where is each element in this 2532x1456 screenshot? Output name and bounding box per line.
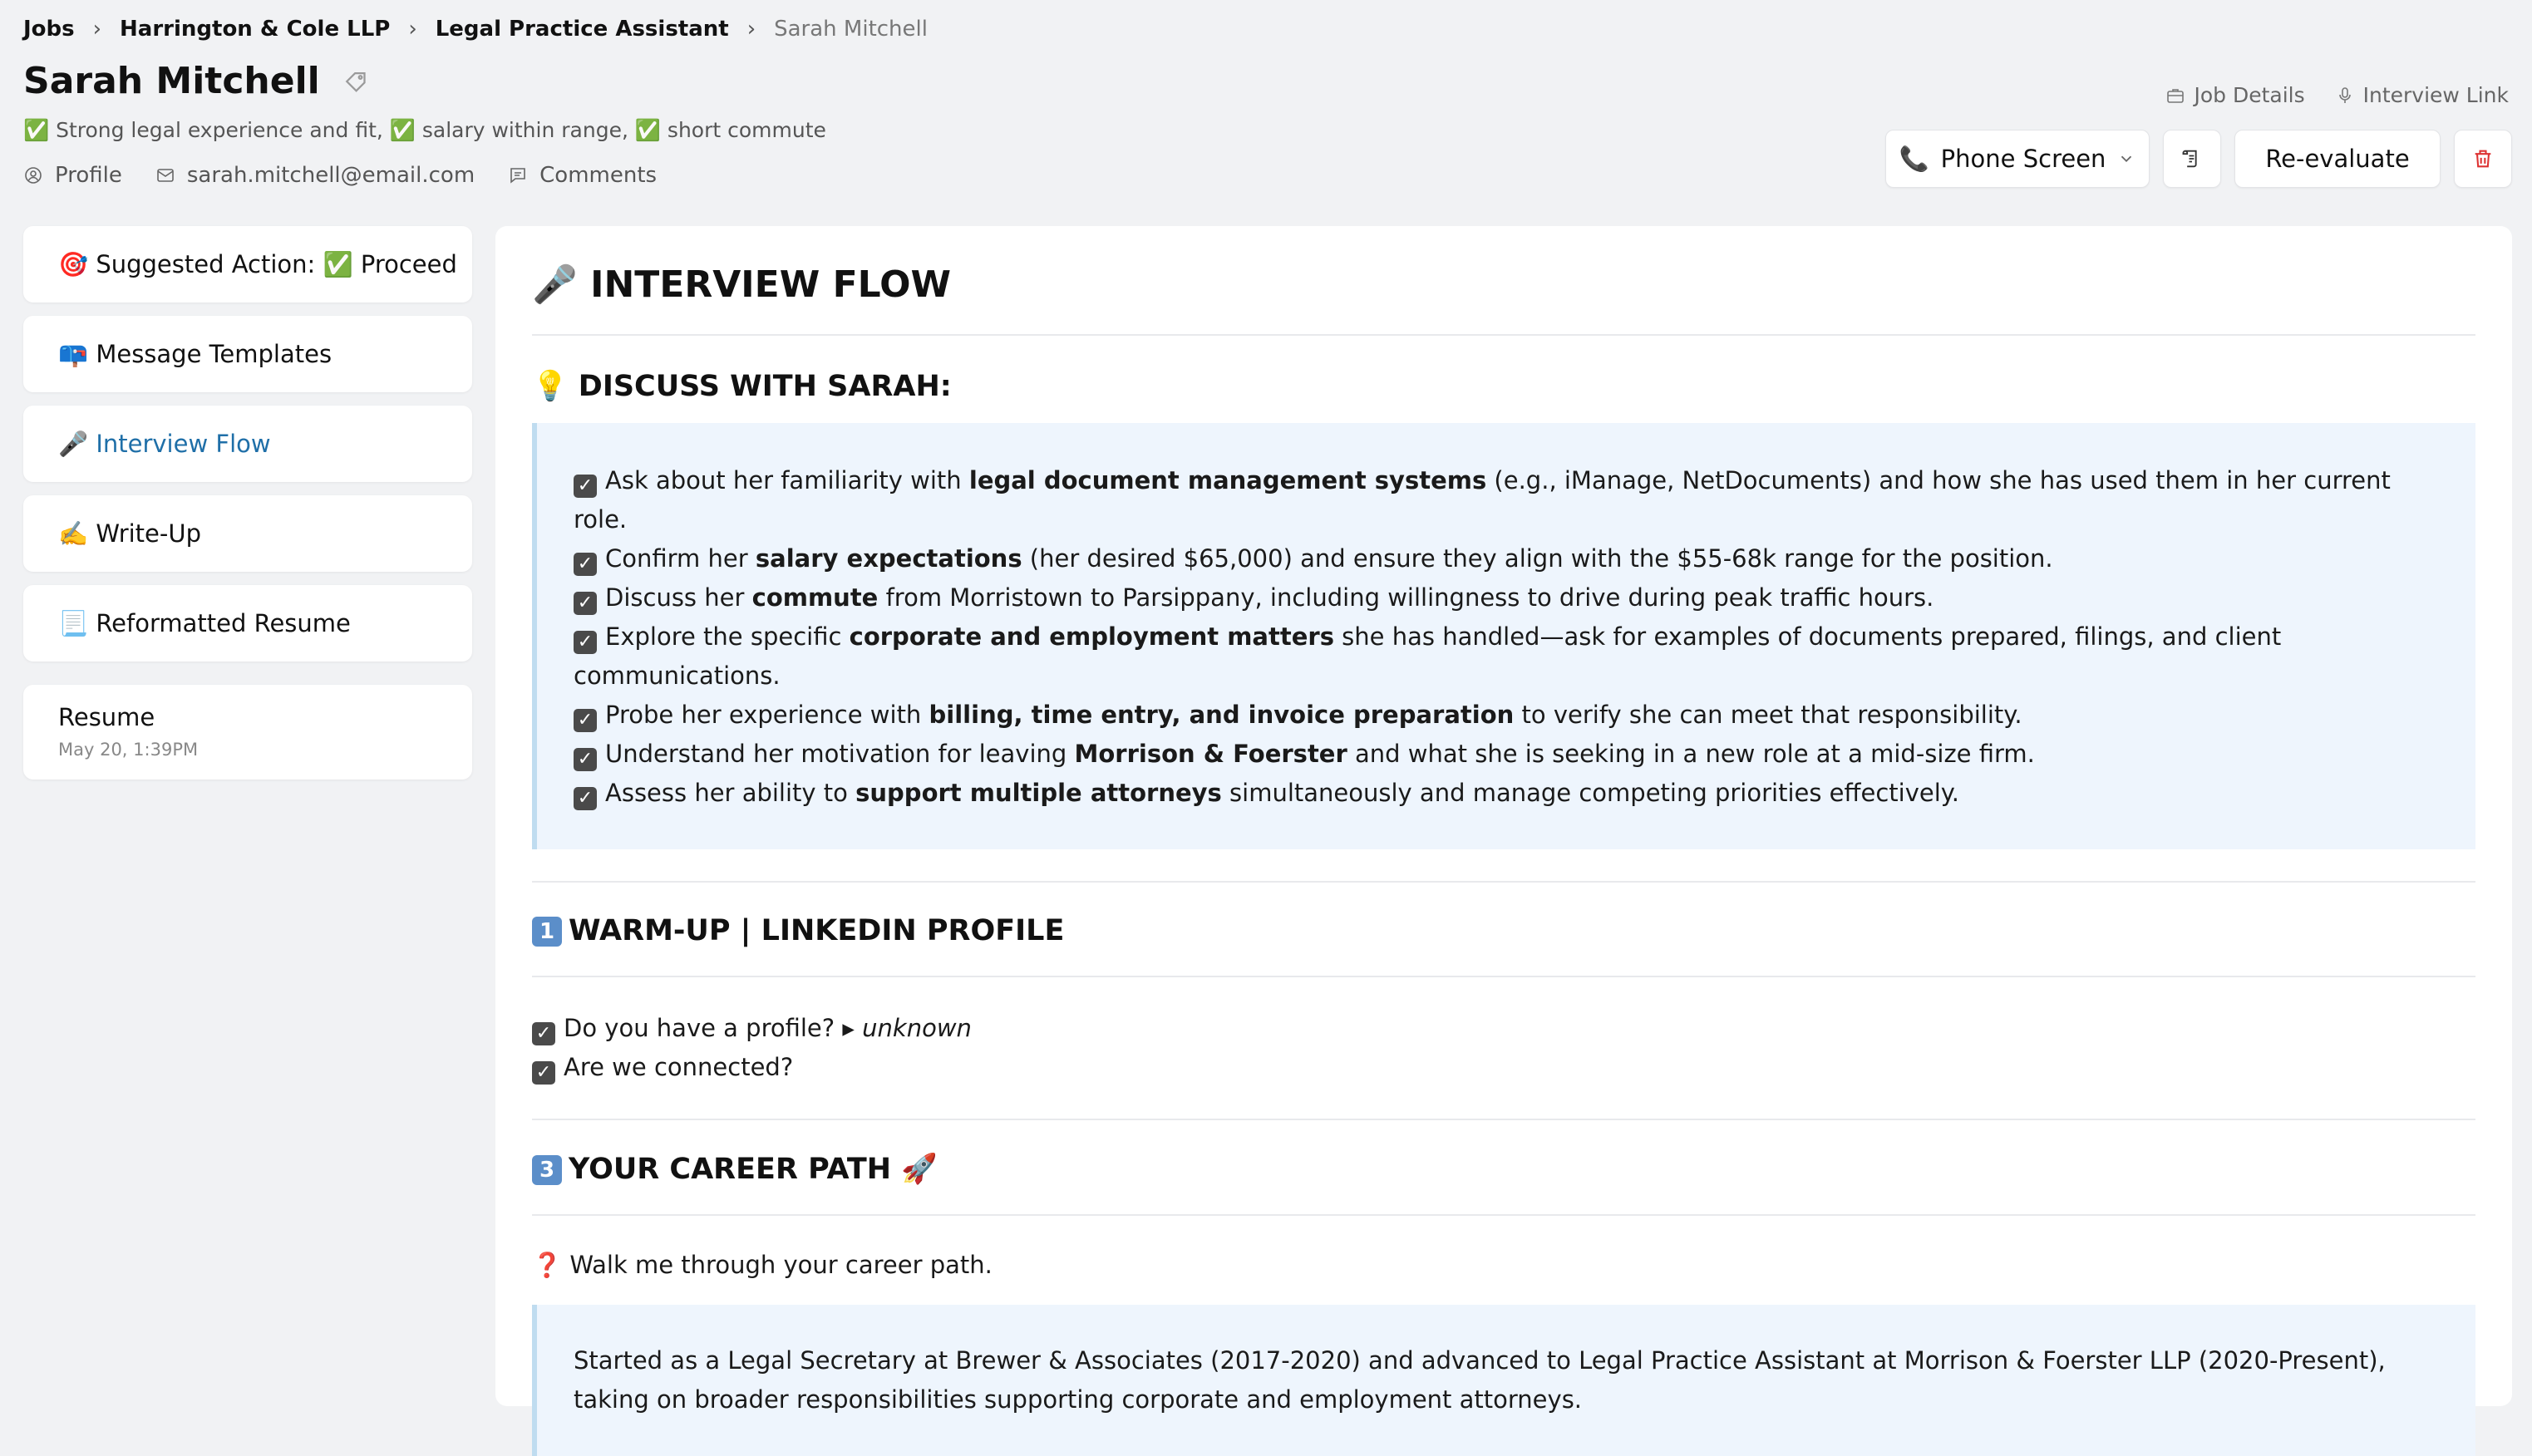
career-heading: 3 YOUR CAREER PATH 🚀 xyxy=(532,1152,2475,1186)
interview-link-label: Interview Link xyxy=(2362,83,2509,107)
email-text: sarah.mitchell@email.com xyxy=(186,163,475,188)
sidebar-item-message-templates[interactable] xyxy=(23,316,472,392)
checkbox-icon: ✓ xyxy=(574,787,597,810)
breadcrumb-jobs[interactable]: Jobs xyxy=(23,17,75,42)
resume-card[interactable] xyxy=(23,685,472,780)
tag-icon[interactable] xyxy=(343,67,372,96)
user-circle-icon xyxy=(23,165,43,185)
breadcrumb xyxy=(23,17,928,42)
email-link[interactable] xyxy=(155,163,475,188)
phone-icon: 📞 xyxy=(1899,144,1929,173)
title-row xyxy=(23,60,372,102)
keycap-three-icon: 3 xyxy=(532,1155,562,1185)
checkbox-icon: ✓ xyxy=(574,592,597,615)
warmup-answer: unknown xyxy=(862,1014,972,1042)
divider xyxy=(532,1214,2475,1216)
breadcrumb-job[interactable]: Legal Practice Assistant xyxy=(435,17,729,42)
sidebar-item-label: 📃 Reformatted Resume xyxy=(58,608,351,637)
divider xyxy=(532,1119,2475,1120)
divider xyxy=(532,881,2475,883)
discuss-item: ✓ Probe her experience with billing, time entry, and invoice preparation to verify she can meet that responsibility. xyxy=(574,696,2439,735)
career-answer: Started as a Legal Secretary at Brewer & Associates (2017-2020) and advanced to Legal Practice Assistant at Morrison & Foerster LLP (2020-Present), taking on broader responsibilities supporting corporate and employment attorneys. xyxy=(574,1346,2386,1414)
checkbox-icon: ✓ xyxy=(532,1022,555,1045)
warmup-question: ✓ Do you have a profile? ▸ unknown xyxy=(532,1009,2475,1048)
checkbox-icon: ✓ xyxy=(574,553,597,576)
profile-link[interactable] xyxy=(23,163,122,188)
stage-label: Phone Screen xyxy=(1940,145,2106,173)
divider xyxy=(532,334,2475,336)
delete-button[interactable] xyxy=(2454,130,2512,188)
resume-date: May 20, 1:39PM xyxy=(58,740,199,760)
top-links xyxy=(2165,83,2509,107)
discuss-blockquote xyxy=(532,423,2475,849)
discuss-item: ✓ Assess her ability to support multiple attorneys simultaneously and manage competing priorities effectively. xyxy=(574,774,2439,813)
checkbox-icon: ✓ xyxy=(574,631,597,654)
chevron-right-icon: › xyxy=(92,17,102,42)
job-details-link[interactable] xyxy=(2165,83,2304,107)
interview-flow-panel xyxy=(495,226,2512,1414)
comment-icon xyxy=(508,165,528,185)
scroll-icon xyxy=(2180,147,2204,170)
sidebar-item-suggested-action[interactable] xyxy=(23,226,472,303)
breadcrumb-company[interactable]: Harrington & Cole LLP xyxy=(120,17,391,42)
sidebar-item-label: ✍️ Write-Up xyxy=(58,519,201,548)
reevaluate-button[interactable]: Re-evaluate xyxy=(2234,130,2441,188)
breadcrumb-current: Sarah Mitchell xyxy=(774,17,928,42)
checkbox-icon: ✓ xyxy=(574,709,597,732)
page-title: Sarah Mitchell xyxy=(23,60,320,102)
section-title: 🎤 INTERVIEW FLOW xyxy=(532,263,952,306)
microphone-icon xyxy=(2335,86,2355,106)
checkbox-icon: ✓ xyxy=(532,1061,555,1085)
career-answer-blockquote xyxy=(532,1305,2475,1456)
discuss-item: ✓ Ask about her familiarity with legal document management systems (e.g., iManage, NetDocuments) and how she has used them in her current role. xyxy=(574,466,2391,534)
checkbox-icon: ✓ xyxy=(574,748,597,771)
keycap-one-icon: 1 xyxy=(532,917,562,947)
checkbox-icon: ✓ xyxy=(574,475,597,498)
profile-label: Profile xyxy=(55,163,122,188)
job-details-label: Job Details xyxy=(2194,83,2305,107)
trash-icon xyxy=(2471,147,2495,170)
sidebar-item-label: 📪 Message Templates xyxy=(58,339,333,368)
mail-icon xyxy=(155,165,175,185)
sidebar xyxy=(23,226,472,780)
sidebar-item-write-up[interactable] xyxy=(23,495,472,572)
script-button[interactable] xyxy=(2163,130,2221,188)
interview-link[interactable] xyxy=(2335,83,2509,107)
discuss-item: ✓ Discuss her commute from Morristown to Parsippany, including willingness to drive during peak traffic hours. xyxy=(574,578,2439,617)
warmup-heading: 1 WARM-UP | LINKEDIN PROFILE xyxy=(532,914,2475,947)
briefcase-icon xyxy=(2165,86,2185,106)
chevron-right-icon: › xyxy=(408,17,417,42)
career-question: ❓ Walk me through your career path. xyxy=(532,1251,993,1279)
candidate-summary: ✅ Strong legal experience and fit, ✅ salary within range, ✅ short commute xyxy=(23,118,826,142)
candidate-meta xyxy=(23,163,657,188)
sidebar-item-interview-flow[interactable] xyxy=(23,406,472,482)
chevron-down-icon xyxy=(2117,150,2135,168)
sidebar-item-reformatted-resume[interactable] xyxy=(23,585,472,662)
sidebar-item-label: 🎤 Interview Flow xyxy=(58,429,271,458)
sidebar-item-label: 🎯 Suggested Action: ✅ Proceed xyxy=(58,249,457,278)
resume-title: Resume xyxy=(58,703,155,731)
action-bar xyxy=(1885,130,2512,188)
stage-dropdown[interactable] xyxy=(1885,130,2150,188)
warmup-question: ✓ Are we connected? xyxy=(532,1048,2475,1087)
chevron-right-icon: › xyxy=(746,17,756,42)
comments-link[interactable] xyxy=(508,163,657,188)
discuss-item: ✓ Understand her motivation for leaving Morrison & Foerster and what she is seeking in a new role at a mid-size firm. xyxy=(574,735,2439,774)
divider xyxy=(532,976,2475,977)
discuss-heading: 💡 DISCUSS WITH SARAH: xyxy=(532,370,952,403)
discuss-item: ✓ Confirm her salary expectations (her desired $65,000) and ensure they align with the $55-68k range for the position. xyxy=(574,539,2439,578)
comments-label: Comments xyxy=(539,163,658,188)
discuss-item: ✓ Explore the specific corporate and employment matters she has handled—ask for examples of documents prepared, filings, and client communications. xyxy=(574,622,2282,690)
